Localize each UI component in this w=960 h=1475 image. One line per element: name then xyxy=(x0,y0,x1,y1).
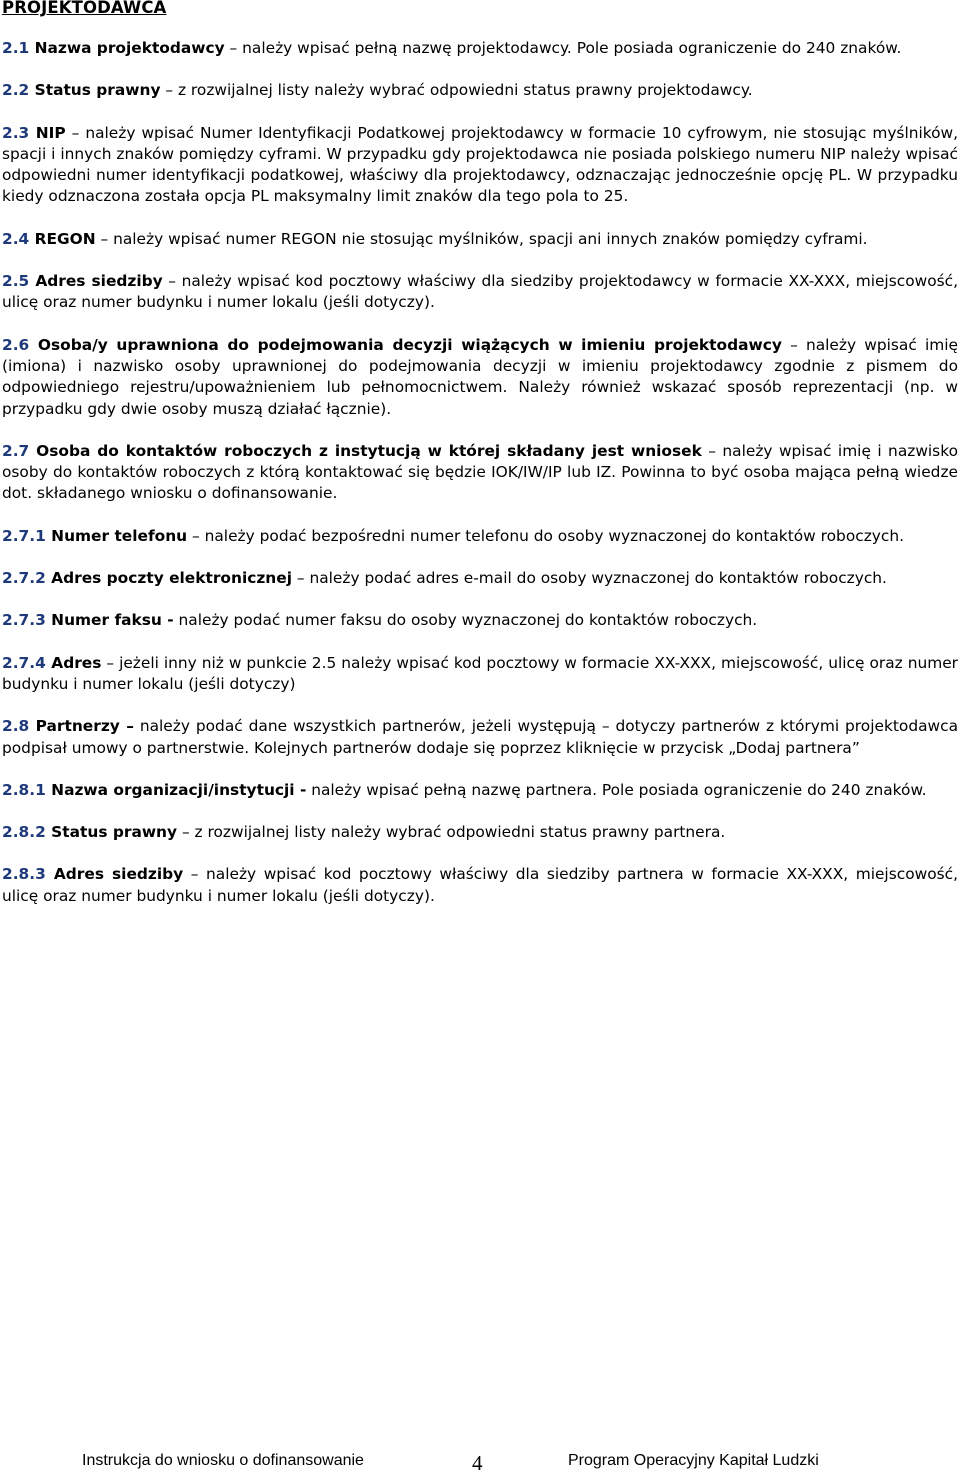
section-text: – jeżeli inny niż w punkcie 2.5 należy wpisać kod pocztowy w formacie XX-XXX, miejscowość, ulicę oraz numer budynku i numer lokalu (jeśli dotyczy) xyxy=(2,653,958,693)
section-2-1 xyxy=(2,38,958,59)
section-text: – z rozwijalnej listy należy wybrać odpowiedni status prawny partnera. xyxy=(177,823,726,842)
section-2-8-2 xyxy=(2,822,958,843)
section-text: – należy wpisać Numer Identyfikacji Podatkowej projektodawcy w formacie 10 cyfrowym, nie stosując myślników, spacji i innych znaków pomiędzy cyframi. W przypadku gdy projektodawca nie posiada polskiego numeru NIP należy wpisać odpowiedni numer identyfikacji podatkowej, właściwy dla projektodawcy, odznaczając jednocześnie opcję PL. W przypadku kiedy odznaczona została opcja PL maksymalny limit znaków dla tego pola to 25. xyxy=(2,123,959,206)
section-title: Status prawny xyxy=(45,823,178,842)
section-number: 2.7.1 xyxy=(2,526,46,545)
section-number: 2.5 xyxy=(2,272,30,291)
section-number: 2.7.2 xyxy=(2,569,46,588)
section-text: należy podać numer faksu do osoby wyznaczonej do kontaktów roboczych. xyxy=(173,611,758,630)
section-2-8-3 xyxy=(2,864,958,907)
section-title: Adres siedziby xyxy=(29,272,163,291)
section-title: NIP xyxy=(29,123,66,142)
instructions-body xyxy=(2,38,958,928)
section-text: – należy wpisać kod pocztowy właściwy dla siedziby projektodawcy w formacie XX-XXX, miejscowość, ulicę oraz numer budynku i numer lokalu (jeśli dotyczy). xyxy=(2,272,958,312)
section-text: – należy wpisać kod pocztowy właściwy dla siedziby partnera w formacie XX-XXX, miejscowość, ulicę oraz numer budynku i numer lokalu (jeśli dotyczy). xyxy=(2,865,958,905)
section-title: Adres poczty elektronicznej xyxy=(45,569,292,588)
footer-document-title: Instrukcja do wniosku o dofinansowanie xyxy=(82,1452,364,1469)
section-number: 2.2 xyxy=(2,81,30,100)
section-number: 2.4 xyxy=(2,229,30,248)
section-title: Osoba/y uprawniona do podejmowania decyzji wiążących w imieniu projektodawcy xyxy=(29,335,782,354)
section-title: REGON xyxy=(29,229,96,248)
section-2-2 xyxy=(2,80,958,101)
section-number: 2.3 xyxy=(2,123,30,142)
section-2-4 xyxy=(2,229,958,250)
section-2-7-4 xyxy=(2,653,958,696)
section-title: Nazwa organizacji/instytucji - xyxy=(45,780,307,799)
section-text: – należy podać bezpośredni numer telefonu do osoby wyznaczonej do kontaktów roboczych. xyxy=(187,526,904,545)
section-number: 2.8 xyxy=(2,717,30,736)
section-text: – z rozwijalnej listy należy wybrać odpowiedni status prawny projektodawcy. xyxy=(160,81,753,100)
section-text: należy podać dane wszystkich partnerów, jeżeli występują – dotyczy partnerów z którymi projektodawca podpisał umowy o partnerstwie. Kolejnych partnerów dodaje się poprzez kliknięcie w przycisk „Dodaj partnera” xyxy=(2,717,958,757)
section-title: Status prawny xyxy=(29,81,161,100)
section-title: Partnerzy – xyxy=(29,717,134,736)
section-title: Numer faksu - xyxy=(45,611,174,630)
section-2-8-1 xyxy=(2,780,958,801)
section-title: Adres xyxy=(45,653,102,672)
page-footer xyxy=(0,1450,960,1475)
section-2-6 xyxy=(2,335,958,420)
section-title: Osoba do kontaktów roboczych z instytucją w której składany jest wniosek xyxy=(29,441,702,460)
section-number: 2.7 xyxy=(2,441,30,460)
section-2-5 xyxy=(2,271,958,314)
section-2-8 xyxy=(2,716,958,759)
section-number: 2.8.1 xyxy=(2,780,46,799)
section-title: Adres siedziby xyxy=(45,865,184,884)
section-number: 2.7.4 xyxy=(2,653,46,672)
section-number: 2.6 xyxy=(2,335,30,354)
section-text: – należy wpisać imię i nazwisko osoby do kontaktów roboczych z którą kontaktować się będzie IOK/IW/IP lub IZ. Powinna to być osoba mająca pełną wiedze dot. składanego wniosku o dofinansowanie. xyxy=(2,441,958,503)
footer-program-name: Program Operacyjny Kapitał Ludzki xyxy=(568,1452,819,1469)
section-text: – należy wpisać numer REGON nie stosując myślników, spacji ani innych znaków pomiędzy cyframi. xyxy=(95,229,868,248)
section-2-3 xyxy=(2,123,958,208)
section-number: 2.1 xyxy=(2,39,30,57)
section-title: Numer telefonu xyxy=(45,526,188,545)
section-text: – należy wpisać pełną nazwę projektodawcy. Pole posiada ograniczenie do 240 znaków. xyxy=(224,39,902,57)
section-text: – należy podać adres e-mail do osoby wyznaczonej do kontaktów roboczych. xyxy=(291,569,887,588)
section-2-7 xyxy=(2,441,958,505)
section-number: 2.8.2 xyxy=(2,823,46,842)
page-number: 4 xyxy=(472,1451,483,1475)
section-title: Nazwa projektodawcy xyxy=(29,39,225,57)
section-text: należy wpisać pełną nazwę partnera. Pole posiada ograniczenie do 240 znaków. xyxy=(306,780,927,799)
section-text: – należy wpisać imię (imiona) i nazwisko osoby uprawnionej do podejmowania decyzji w imieniu projektodawcy zgodnie z pismem do odpowiedniego rejestru/upoważnieniem lub pełnomocnictwem. Należy również wskazać sposób reprezentacji (np. w przypadku gdy dwie osoby muszą działać łącznie). xyxy=(2,335,958,418)
page-heading: PROJEKTODAWCA xyxy=(2,0,167,17)
section-2-7-1 xyxy=(2,526,958,547)
section-number: 2.8.3 xyxy=(2,865,46,884)
section-2-7-2 xyxy=(2,568,958,589)
section-2-7-3 xyxy=(2,610,958,631)
section-number: 2.7.3 xyxy=(2,611,46,630)
